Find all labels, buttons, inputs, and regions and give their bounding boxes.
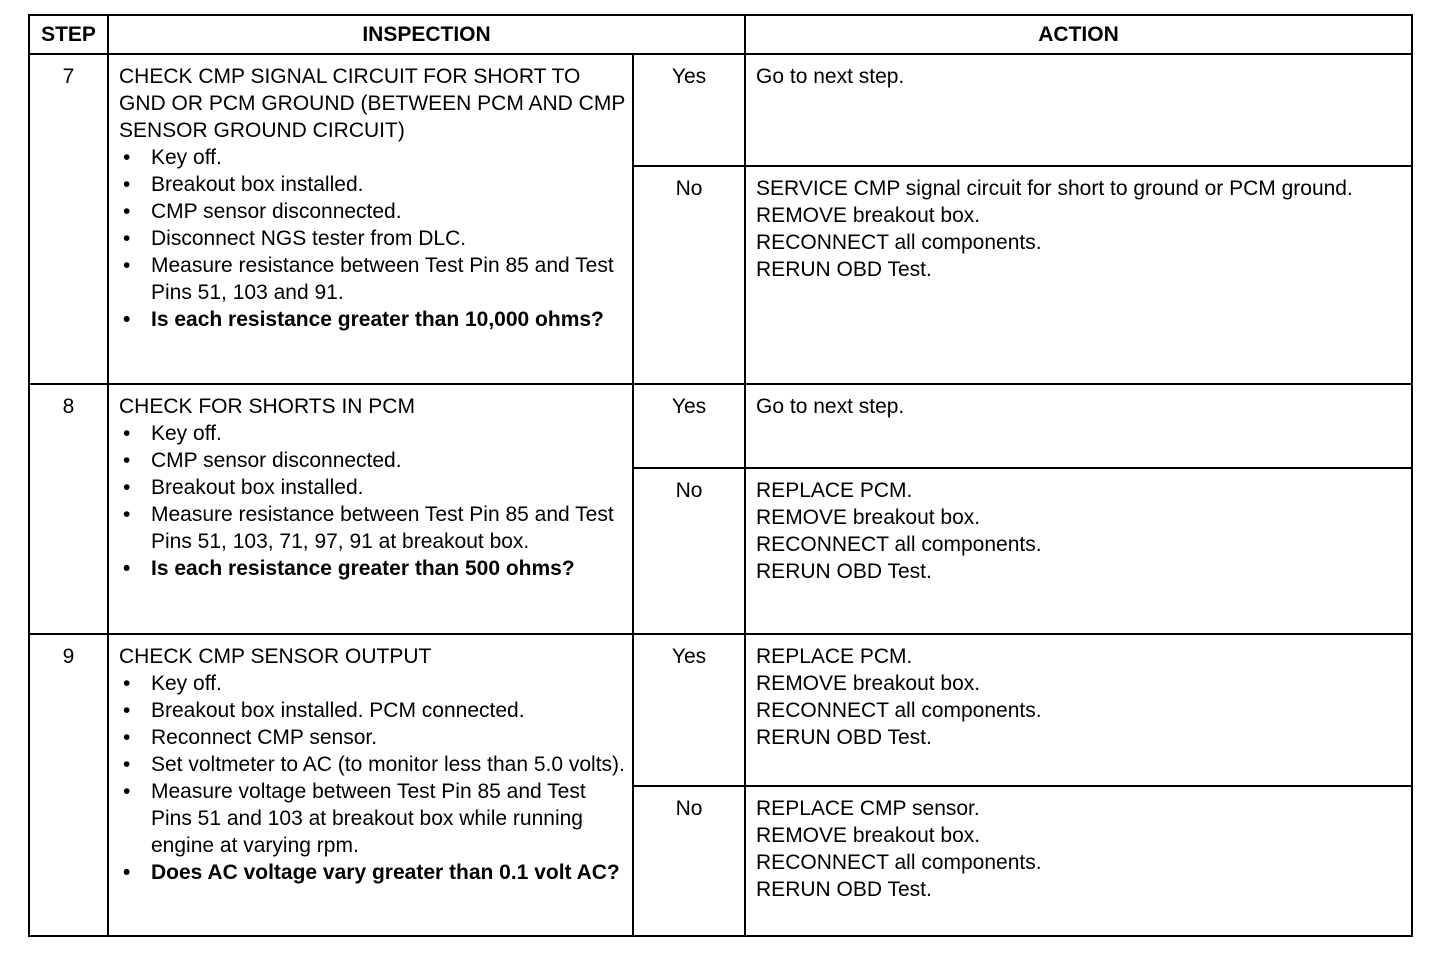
- answer-no: No: [633, 786, 745, 936]
- inspection-item: • Breakout box installed.: [119, 171, 626, 198]
- action-line: Go to next step.: [756, 395, 905, 418]
- answer-no: No: [633, 468, 745, 634]
- step-inspection: [108, 384, 633, 634]
- inspection-list: [119, 144, 626, 333]
- action-no: [745, 166, 1412, 384]
- action-line: REMOVE breakout box.: [756, 506, 981, 529]
- inspection-item: • Measure voltage between Test Pin 85 and Test Pins 51 and 103 at breakout box while running engine at varying rpm.: [119, 778, 626, 859]
- action-line: Go to next step.: [756, 65, 905, 88]
- action-line: REMOVE breakout box.: [756, 672, 981, 695]
- inspection-item: • CMP sensor disconnected.: [119, 198, 626, 225]
- step-number: 8: [29, 384, 108, 634]
- inspection-list: [119, 420, 626, 582]
- step-number: 7: [29, 54, 108, 384]
- action-line: RERUN OBD Test.: [756, 878, 932, 901]
- step-title: CHECK CMP SENSOR OUTPUT: [119, 645, 432, 668]
- inspection-item: • Breakout box installed. PCM connected.: [119, 697, 626, 724]
- step-8-yes-row: [29, 384, 1412, 468]
- answer-no: No: [633, 166, 745, 384]
- inspection-item: • Breakout box installed.: [119, 474, 626, 501]
- action-line: RERUN OBD Test.: [756, 560, 932, 583]
- inspection-item: • Measure resistance between Test Pin 85 and Test Pins 51, 103, 71, 97, 91 at breakout box.: [119, 501, 626, 555]
- action-line: REPLACE CMP sensor.: [756, 797, 980, 820]
- action-yes: [745, 634, 1412, 786]
- action-yes: [745, 384, 1412, 468]
- inspection-item: • CMP sensor disconnected.: [119, 447, 626, 474]
- action-line: RERUN OBD Test.: [756, 258, 932, 281]
- inspection-question: • Is each resistance greater than 500 ohms?: [119, 555, 626, 582]
- inspection-item: • Measure resistance between Test Pin 85 and Test Pins 51, 103 and 91.: [119, 252, 626, 306]
- header-step: STEP: [29, 15, 108, 54]
- answer-yes: Yes: [633, 384, 745, 468]
- header-row: [29, 15, 1412, 54]
- action-line: REMOVE breakout box.: [756, 204, 981, 227]
- action-line: RECONNECT all components.: [756, 231, 1042, 254]
- step-title: CHECK FOR SHORTS IN PCM: [119, 395, 415, 418]
- step-inspection: [108, 634, 633, 936]
- step-9-yes-row: [29, 634, 1412, 786]
- inspection-item: • Key off.: [119, 144, 626, 171]
- inspection-question: • Is each resistance greater than 10,000 ohms?: [119, 306, 626, 333]
- action-line: RERUN OBD Test.: [756, 726, 932, 749]
- action-line: REPLACE PCM.: [756, 479, 913, 502]
- action-no: [745, 786, 1412, 936]
- inspection-item: • Disconnect NGS tester from DLC.: [119, 225, 626, 252]
- diagnostic-table: [28, 14, 1413, 937]
- action-line: RECONNECT all components.: [756, 533, 1042, 556]
- action-yes: [745, 54, 1412, 166]
- inspection-item: • Key off.: [119, 420, 626, 447]
- action-line: SERVICE CMP signal circuit for short to ground or PCM ground.: [756, 177, 1353, 200]
- step-inspection: [108, 54, 633, 384]
- inspection-item: • Key off.: [119, 670, 626, 697]
- header-inspection: INSPECTION: [108, 15, 745, 54]
- action-no: [745, 468, 1412, 634]
- header-action: ACTION: [745, 15, 1412, 54]
- answer-yes: Yes: [633, 634, 745, 786]
- inspection-question: • Does AC voltage vary greater than 0.1 volt AC?: [119, 859, 626, 886]
- answer-yes: Yes: [633, 54, 745, 166]
- action-line: REPLACE PCM.: [756, 645, 913, 668]
- inspection-list: [119, 670, 626, 886]
- step-number: 9: [29, 634, 108, 936]
- action-line: RECONNECT all components.: [756, 851, 1042, 874]
- action-line: REMOVE breakout box.: [756, 824, 981, 847]
- inspection-item: • Set voltmeter to AC (to monitor less than 5.0 volts).: [119, 751, 626, 778]
- step-title: CHECK CMP SIGNAL CIRCUIT FOR SHORT TO GND OR PCM GROUND (BETWEEN PCM AND CMP SENSOR GROUND CIRCUIT): [119, 65, 625, 142]
- action-line: RECONNECT all components.: [756, 699, 1042, 722]
- step-7-yes-row: [29, 54, 1412, 166]
- inspection-item: • Reconnect CMP sensor.: [119, 724, 626, 751]
